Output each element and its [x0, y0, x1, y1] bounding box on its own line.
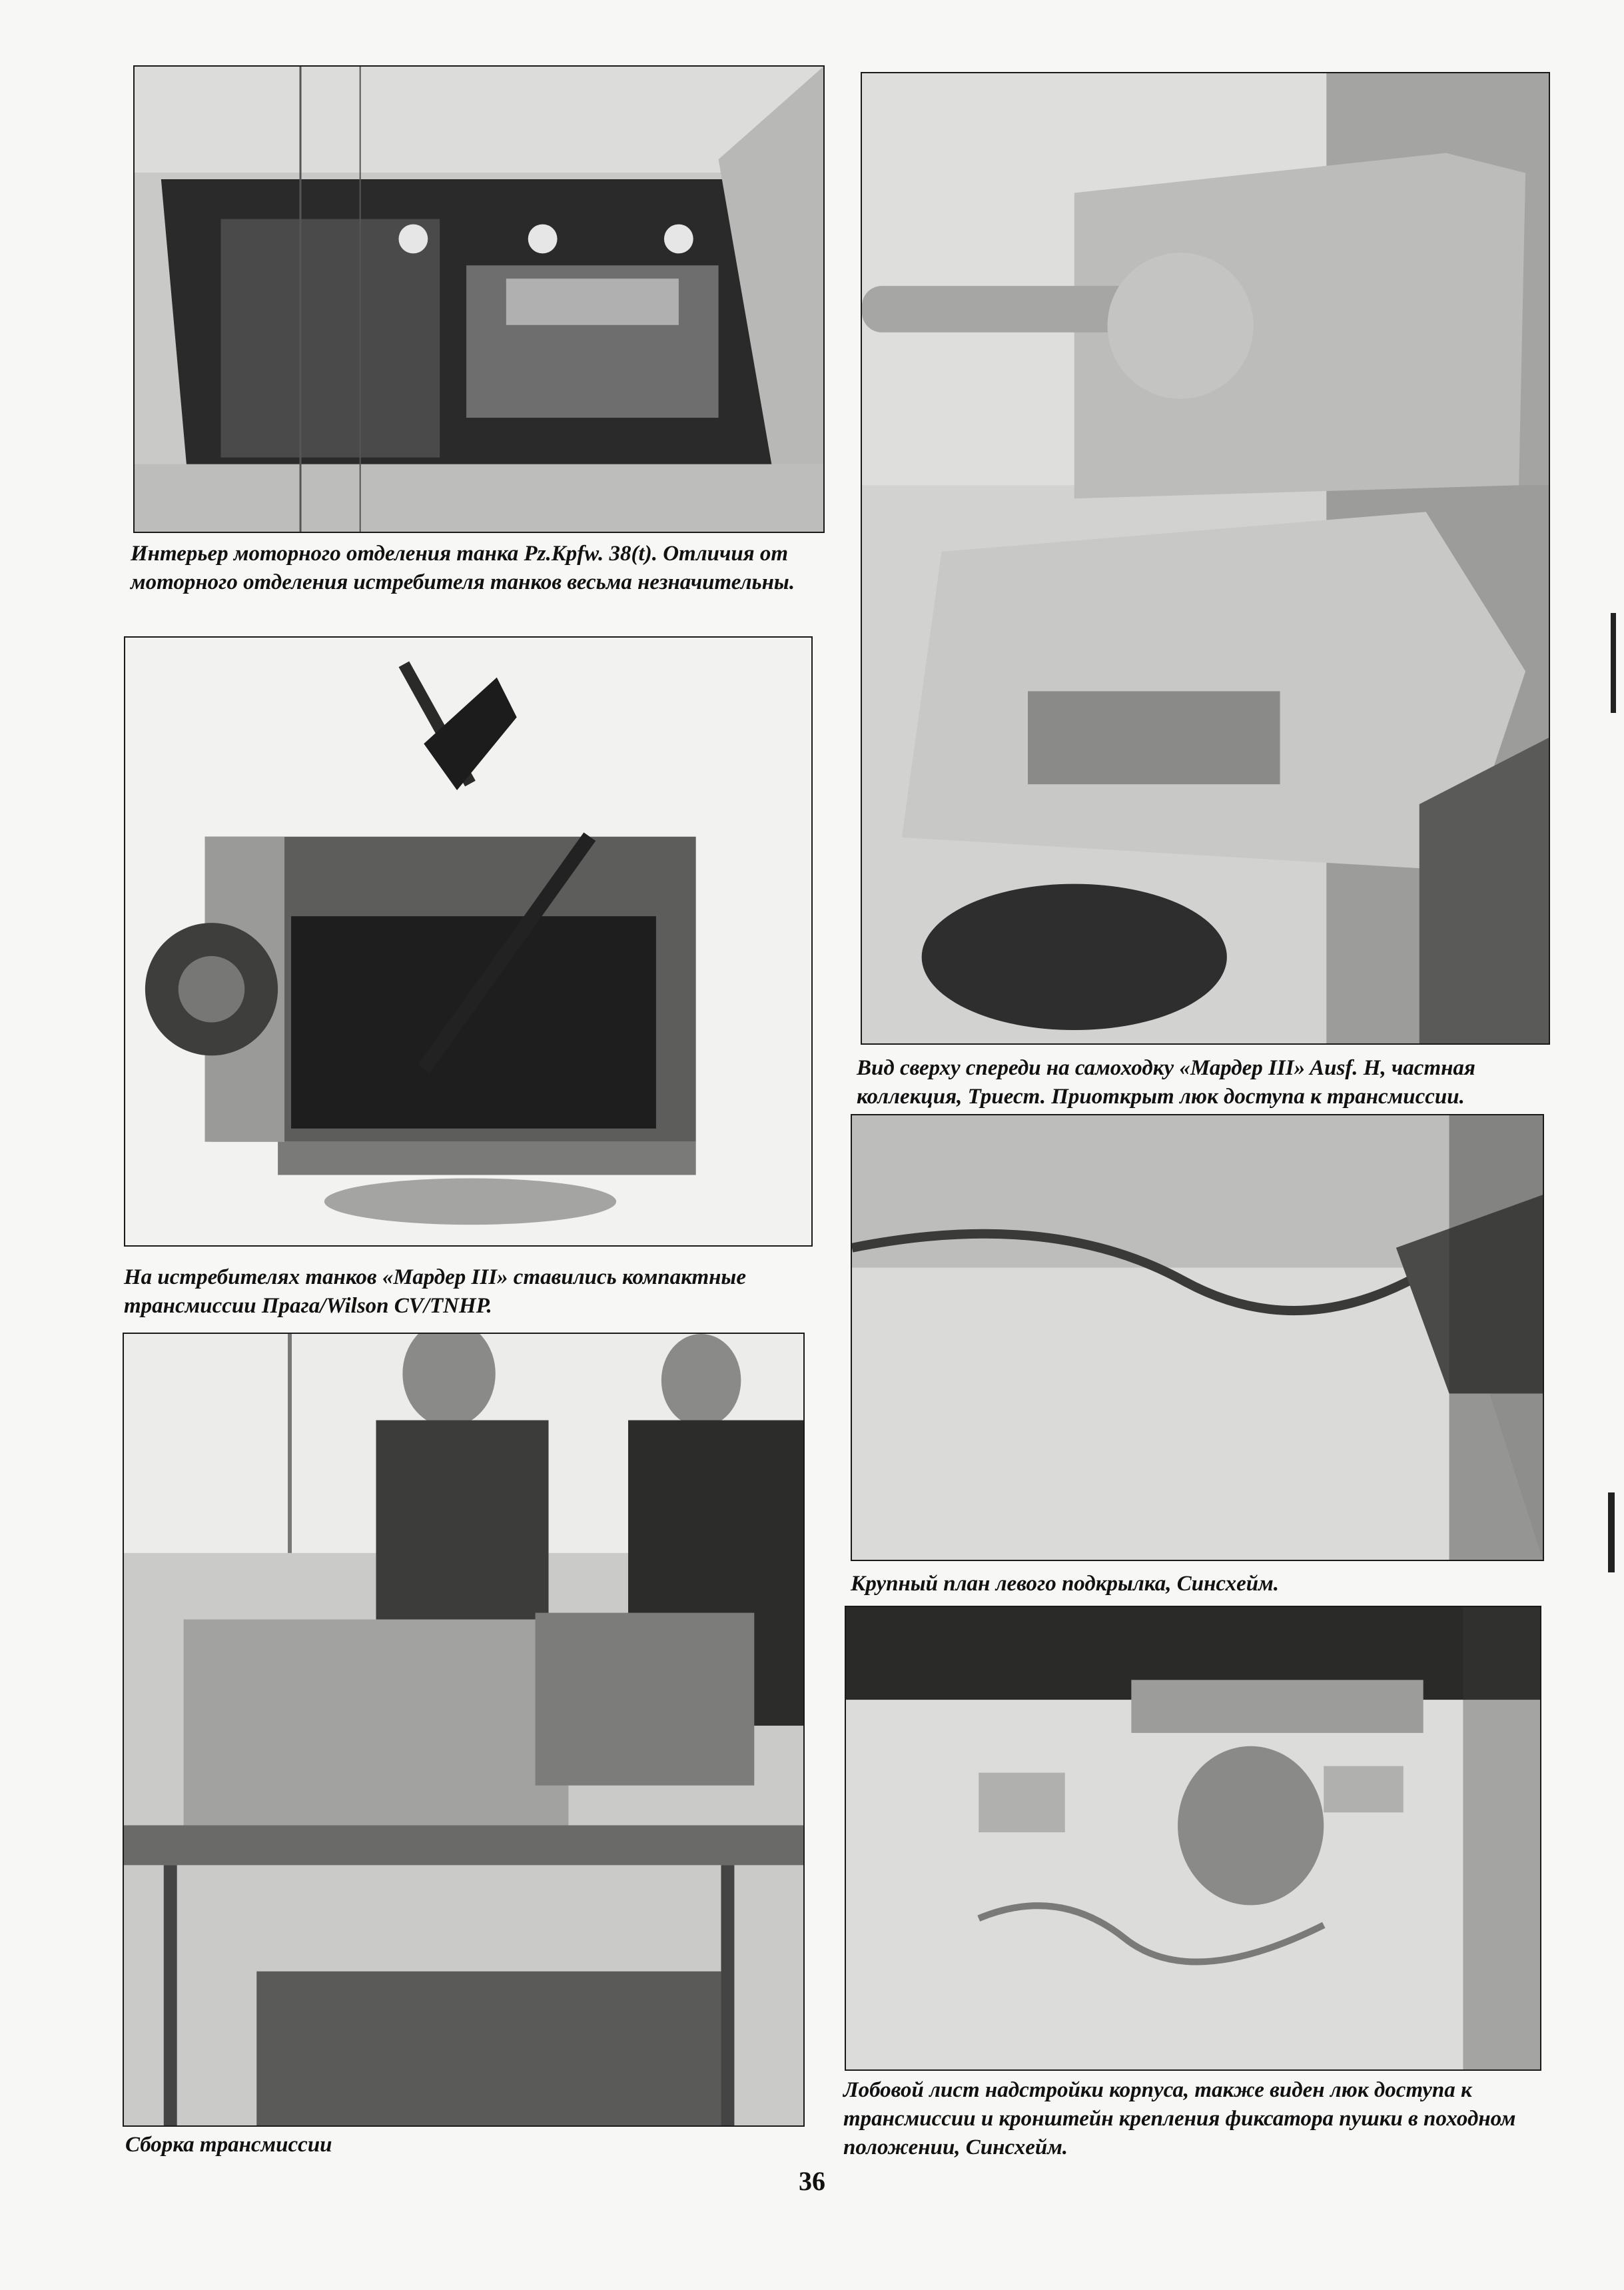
photo-engine-compartment — [133, 65, 825, 533]
scan-edge-mark — [1608, 1492, 1615, 1572]
caption-gun-mount-top-view: Вид сверху спереди на самоходку «Мардер III» Ausf. H, частная коллекция, Триест. Приоткрыт люк доступа к трансмиссии. — [857, 1056, 1475, 1109]
caption-engine-compartment: Интерьер моторного отделения танка Pz.Kpfw. 38(t). Отличия от моторного отделения истребителя танков весьма незначительны. — [131, 542, 795, 594]
page-number: 36 — [799, 2166, 825, 2196]
caption-transmission-unit: На истребителях танков «Мардер III» ставились компактные трансмиссии Прага/Wilson CV/TNHP. — [124, 1265, 746, 1318]
photo-gun-mount-top-view — [861, 72, 1550, 1045]
photo-left-fender-closeup — [851, 1114, 1544, 1561]
photo-transmission-assembly — [123, 1333, 805, 2127]
photo-transmission-unit — [124, 636, 813, 1247]
photo-front-plate — [845, 1606, 1541, 2071]
caption-transmission-assembly: Сборка трансмиссии — [125, 2133, 332, 2157]
scan-edge-mark — [1611, 613, 1616, 713]
caption-left-fender-closeup: Крупный план левого подкрылка, Синсхейм. — [851, 1572, 1279, 1596]
caption-front-plate: Лобовой лист надстройки корпуса, также виден люк доступа к трансмиссии и кронштейн крепления фиксатора пушки в походном положении, Синсхейм. — [843, 2078, 1516, 2159]
